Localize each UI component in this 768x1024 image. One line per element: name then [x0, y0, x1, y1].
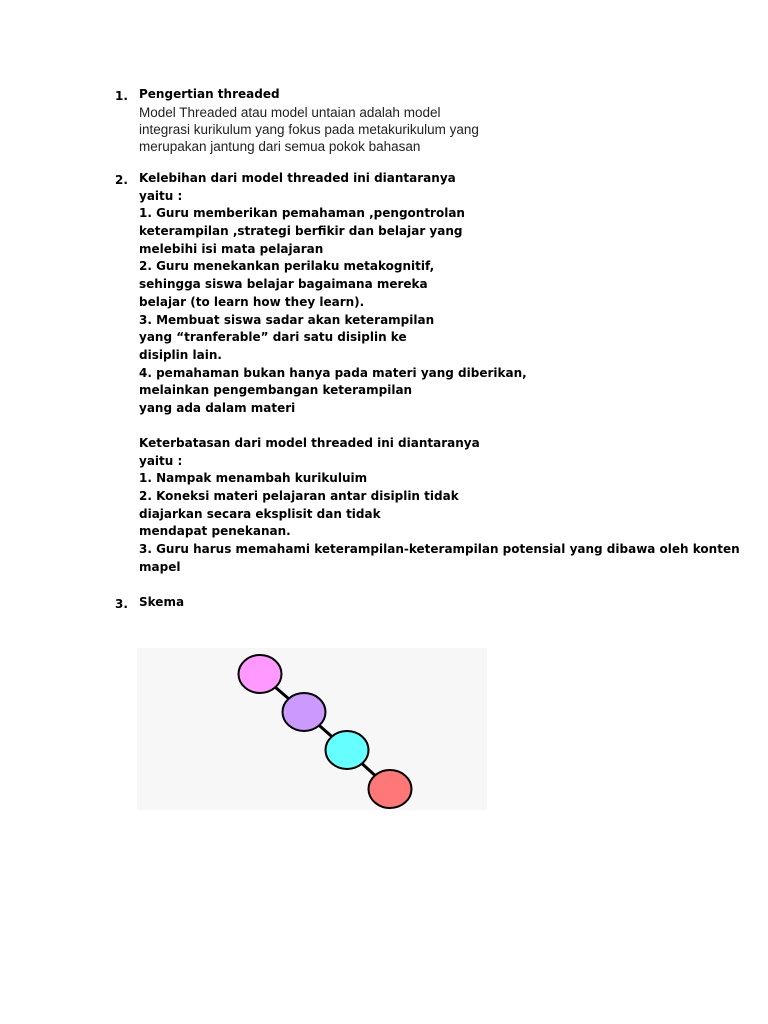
section-1-body-line: merupakan jantung dari semua pokok bahasan — [139, 139, 421, 154]
advantages-line: 4. pemahaman bukan hanya pada materi yang diberikan, — [139, 365, 527, 380]
section-3-heading: Skema — [139, 595, 185, 609]
advantages-line: keterampilan ,strategi berfikir dan belajar yang — [139, 224, 463, 239]
advantages-line: 2. Guru menekankan perilaku metakognitif, — [139, 259, 435, 274]
section-3-number: 3. — [115, 597, 128, 611]
section-1-number: 1. — [115, 89, 128, 103]
advantages-line: 1. Guru memberikan pemahaman ,pengontrolan — [139, 206, 465, 221]
circle-purple — [283, 693, 326, 731]
section-1-heading: Pengertian threaded — [139, 87, 280, 101]
limitations-line: diajarkan secara eksplisit dan tidak — [139, 506, 381, 521]
section-2-number: 2. — [115, 173, 128, 187]
limitations-line: 3. Guru harus memahami keterampilan-keterampilan potensial yang dibawa oleh konten — [139, 542, 740, 557]
circle-pink — [239, 655, 282, 693]
advantages-line: yang ada dalam materi — [139, 400, 296, 415]
advantages-line: yang “tranferable” dari satu disiplin ke — [139, 330, 407, 345]
section-1-body-line: integrasi kurikulum yang fokus pada metakurikulum yang — [139, 122, 479, 137]
advantages-line: disiplin lain. — [139, 347, 222, 362]
limitations-line: mendapat penekanan. — [139, 524, 291, 539]
limitations-line: 2. Koneksi materi pelajaran antar disiplin tidak — [139, 489, 459, 504]
limitations-line: 1. Nampak menambah kurikuluim — [139, 471, 368, 486]
limitations-line: mapel — [139, 559, 181, 574]
advantages-line: Kelebihan dari model threaded ini diantaranya — [139, 171, 456, 185]
circle-cyan — [326, 731, 369, 769]
advantages-line: 3. Membuat siswa sadar akan keterampilan — [139, 312, 435, 327]
section-1-body-line: Model Threaded atau model untaian adalah model — [139, 105, 441, 120]
advantages-line: melainkan pengembangan keterampilan — [139, 383, 413, 398]
advantages-line: melebihi isi mata pelajaran — [139, 241, 324, 256]
advantages-line: yaitu : — [139, 188, 183, 203]
limitations-line: Keterbatasan dari model threaded ini diantaranya — [139, 436, 480, 450]
circle-red — [369, 770, 412, 808]
advantages-line: belajar (to learn how they learn). — [139, 294, 365, 309]
advantages-line: sehingga siswa belajar bagaimana mereka — [139, 277, 428, 292]
limitations-line: yaitu : — [139, 453, 183, 468]
